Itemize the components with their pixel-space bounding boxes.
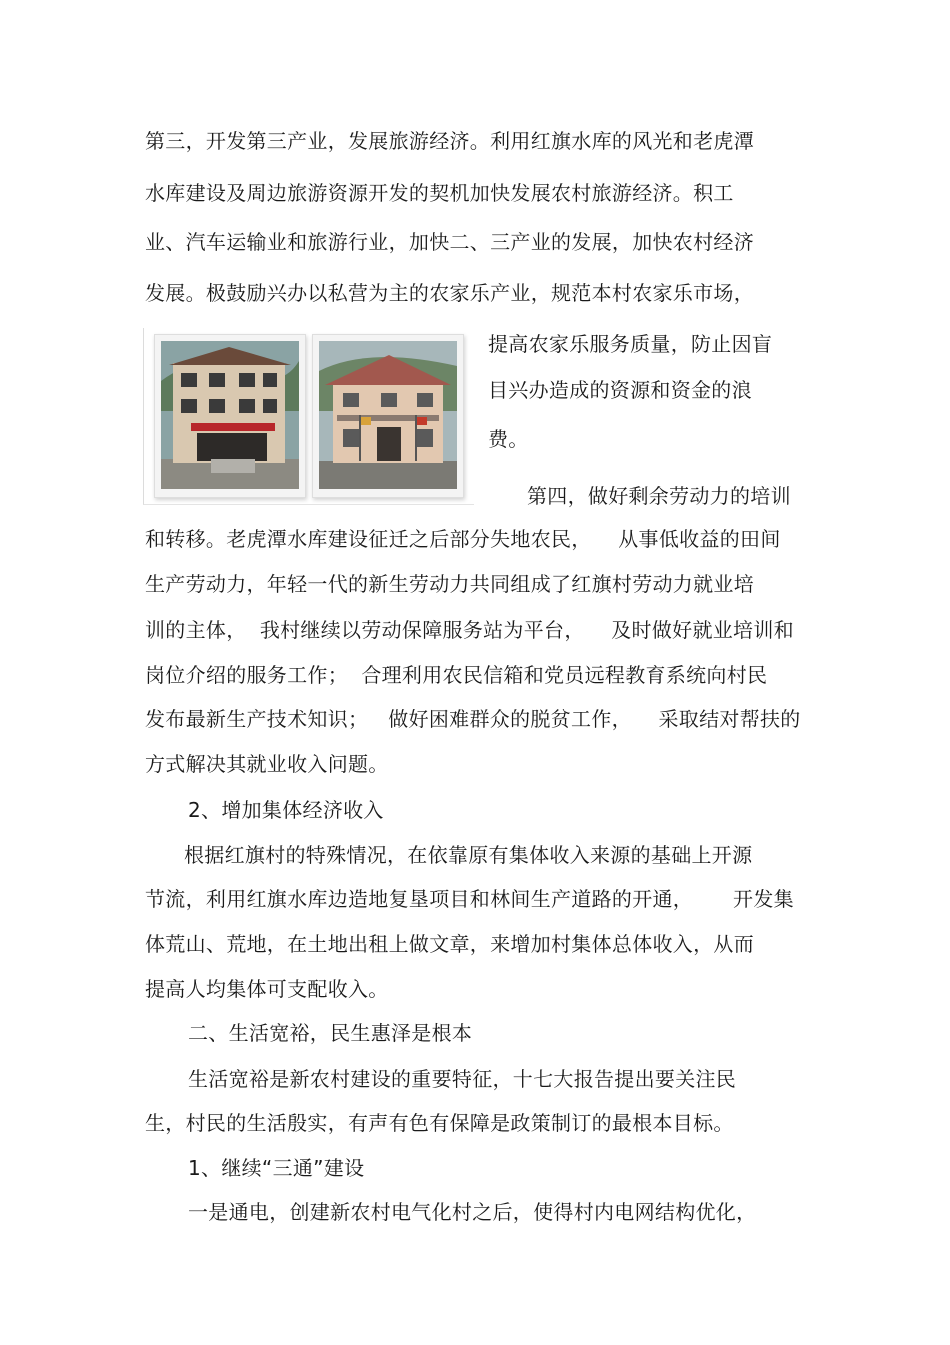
guesthouse-illustration-right [319, 341, 457, 489]
text-line: 发布最新生产技术知识； 做好困难群众的脱贫工作， 采取结对帮扶的 [145, 707, 801, 731]
text-line: 生产劳动力，年轻一代的新生劳动力共同组成了红旗村劳动力就业培 [145, 572, 754, 596]
text-line: 体荒山、荒地，在土地出租上做文章，来增加村集体总体收入，从而 [145, 932, 754, 956]
text-line: 业、汽车运输业和旅游行业，加快二、三产业的发展，加快农村经济 [145, 230, 754, 254]
text-line: 费。 [488, 427, 529, 451]
text-line: 生活宽裕是新农村建设的重要特征，十七大报告提出要关注民 [188, 1067, 737, 1091]
text-line: 生，村民的生活殷实，有声有色有保障是政策制订的最根本目标。 [145, 1111, 734, 1135]
text-line: 和转移。老虎潭水库建设征迁之后部分失地农民， 从事低收益的田间 [145, 527, 781, 551]
text-line: 发展。极鼓励兴办以私营为主的农家乐产业，规范本村农家乐市场， [145, 281, 754, 305]
text-line: 节流，利用红旗水库边造地复垦项目和林间生产道路的开通， 开发集 [145, 887, 794, 911]
photo-group [143, 328, 474, 505]
text-line: 根据红旗村的特殊情况，在依靠原有集体收入来源的基础上开源 [184, 843, 753, 867]
text-line: 第四，做好剩余劳动力的培训 [527, 484, 791, 508]
text-line: 第三，开发第三产业，发展旅游经济。利用红旗水库的风光和老虎潭 [145, 129, 754, 153]
text-line: 一是通电，创建新农村电气化村之后，使得村内电网结构优化， [188, 1200, 757, 1224]
section-heading: 1、继续“三通”建设 [188, 1156, 365, 1180]
text-line: 提高农家乐服务质量，防止因盲 [488, 332, 773, 356]
text-line: 训的主体， 我村继续以劳动保障服务站为平台， 及时做好就业培训和 [145, 618, 794, 642]
text-line: 水库建设及周边旅游资源开发的契机加快发展农村旅游经济。积工 [145, 181, 734, 205]
text-line: 提高人均集体可支配收入。 [145, 977, 389, 1001]
text-line: 目兴办造成的资源和资金的浪 [488, 378, 752, 402]
guesthouse-illustration-left [161, 341, 299, 489]
section-heading: 2、增加集体经济收入 [188, 798, 384, 822]
guesthouse-photo-right [312, 334, 464, 498]
section-heading: 二、生活宽裕，民生惠泽是根本 [188, 1021, 473, 1045]
text-line: 方式解决其就业收入问题。 [145, 752, 389, 776]
guesthouse-photo-left [154, 334, 306, 498]
text-line: 岗位介绍的服务工作； 合理利用农民信箱和党员远程教育系统向村民 [145, 663, 768, 687]
